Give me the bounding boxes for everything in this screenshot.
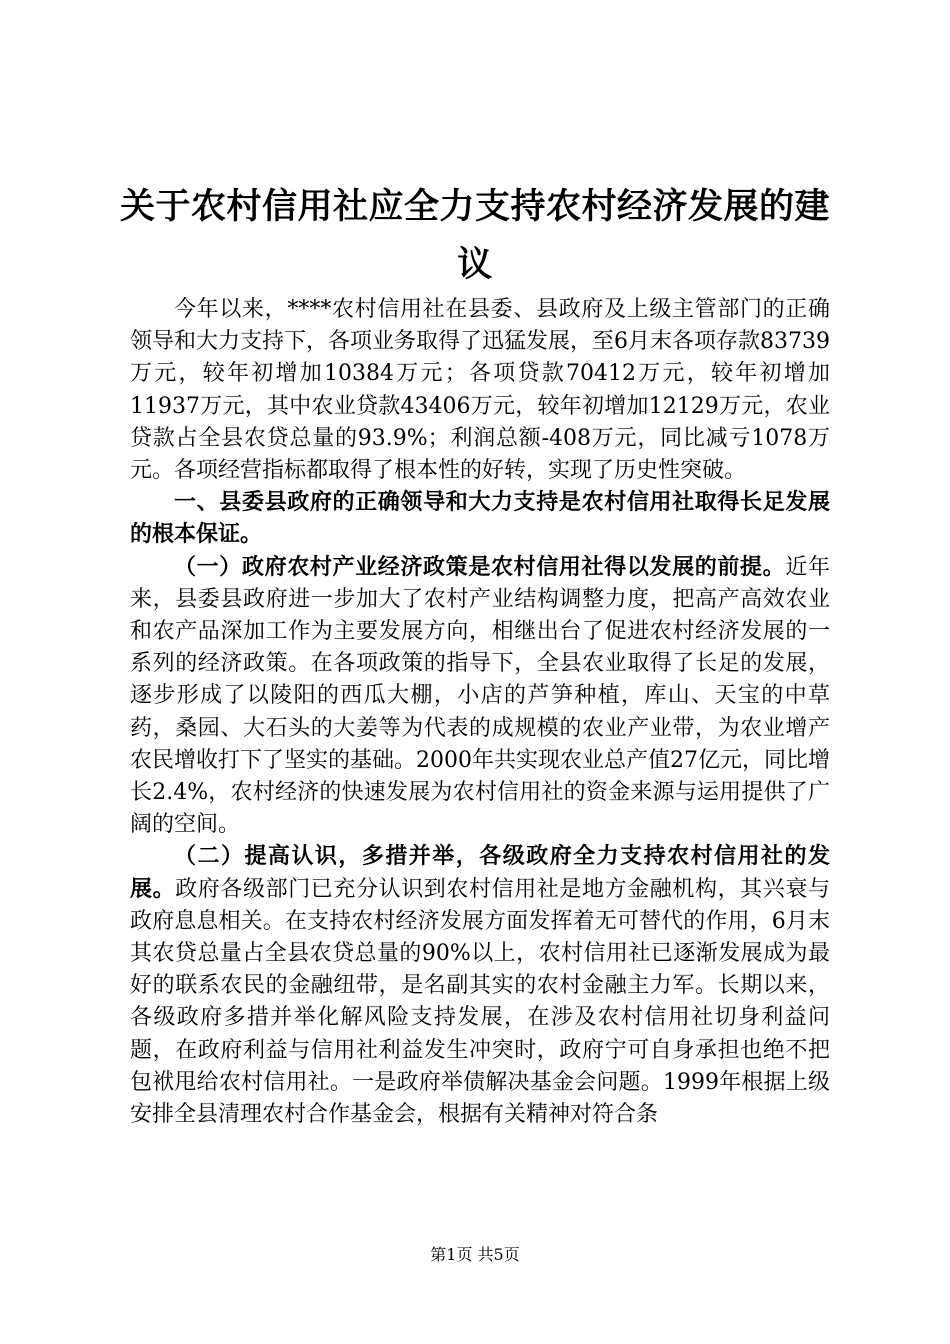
subsection-lead: （一）政府农村产业经济政策是农村信用社得以发展的前提。	[174, 554, 786, 580]
paragraph-text: 今年以来，****农村信用社在县委、县政府及上级主管部门的正确领导和大力支持下，各项业务取得了迅猛发展，至6月末各项存款83739万元，较年初增加10384万元；各项贷款70412万元，较年初增加11937万元，其中农业贷款43406万元，较年初增加12129万元，农业贷款占全县农贷总量的93.9%；利润总额-408万元，同比减亏1078万元。各项经营指标都取得了根本性的好转，实现了历史性突破。	[130, 297, 830, 484]
paragraph-intro	[130, 294, 830, 487]
paragraph-subsection-1	[130, 552, 830, 842]
document-body	[130, 294, 830, 1131]
section-heading-1	[130, 487, 830, 551]
subsection-lead: （二）提高认识，多措并举，各级政府全力支持农村信用社的发展。	[130, 844, 830, 902]
paragraph-subsection-2	[130, 841, 830, 1131]
paragraph-text: 近年来，县委县政府进一步加大了农村产业结构调整力度，把高产高效农业和农产品深加工作为主要发展方向，相继出台了促进农村经济发展的一系列的经济政策。在各项政策的指导下，全县农业取得了长足的发展，逐步形成了以陵阳的西瓜大棚，小店的芦笋种植，库山、天宝的中草药，桑园、大石头的大姜等为代表的成规模的农业产业带，为农业增产农民增收打下了坚实的基础。2000年共实现农业总产值27亿元，同比增长2.4%，农村经济的快速发展为农村信用社的资金来源与运用提供了广阔的空间。	[130, 554, 830, 838]
page-footer: 第1页 共5页	[430, 1245, 520, 1264]
document-title: 关于农村信用社应全力支持农村经济发展的建议	[119, 187, 830, 285]
heading-text: 一、县委县政府的正确领导和大力支持是农村信用社取得长足发展的根本保证。	[130, 490, 830, 548]
paragraph-text: 政府各级部门已充分认识到农村信用社是地方金融机构，其兴衰与政府息息相关。在支持农村经济发展方面发挥着无可替代的作用，6月末其农贷总量占全县农贷总量的90%以上，农村信用社已逐渐发展成为最好的联系农民的金融纽带，是名副其实的农村金融主力军。长期以来，各级政府多措并举化解风险支持发展，在涉及农村信用社切身利益问题，在政府利益与信用社利益发生冲突时，政府宁可自身承担也绝不把包袱甩给农村信用社。一是政府举债解决基金会问题。1999年根据上级安排全县清理农村合作基金会，根据有关精神对符合条	[130, 876, 830, 1128]
